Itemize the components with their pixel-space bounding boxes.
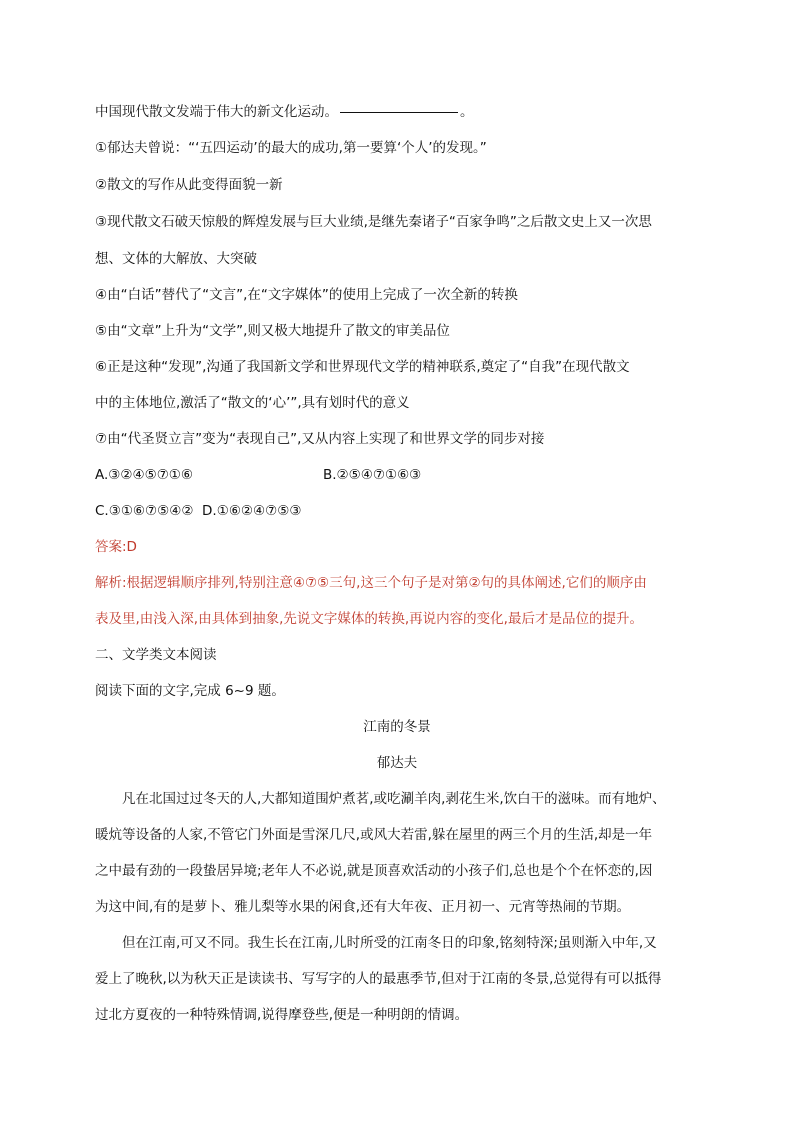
item-6: ⑥正是这种“发现”,沟通了我国新文学和世界现代文学的精神联系,奠定了“自我”在现代散文: [95, 359, 630, 375]
stem-text: 中国现代散文发端于伟大的新文化运动。: [95, 104, 338, 120]
para-1-line-2: 暖炕等设备的人家,不管它门外面是雪深几尺,或风大若雷,躲在屋里的两三个月的生活,却是一年: [95, 827, 653, 843]
stem-end: 。: [460, 104, 474, 120]
item-2: ②散文的写作从此变得面貌一新: [95, 177, 283, 193]
item-7: ⑦由“代圣贤立言”变为“表现自己”,又从内容上实现了和世界文学的同步对接: [95, 431, 545, 447]
para-1-line-1: 凡在北国过过冬天的人,大都知道围炉煮茗,或吃涮羊肉,剥花生米,饮白干的滋味。而有地炉、: [122, 791, 666, 807]
item-1: ①郁达夫曾说：“‘五四运动’的最大的成功,第一要算‘个人’的发现。”: [95, 140, 487, 156]
question-stem: [95, 102, 474, 122]
section-instruction: 阅读下面的文字,完成 6~9 题。: [95, 683, 285, 699]
item-5: ⑤由“文章”上升为“文学”,则又极大地提升了散文的审美品位: [95, 323, 450, 339]
para-2-line-2: 爱上了晚秋,以为秋天正是读读书、写写字的人的最惠季节,但对于江南的冬景,总觉得有可以抵得: [95, 971, 662, 987]
para-1-line-4: 为这中间,有的是萝卜、雅儿梨等水果的闲食,还有大年夜、正月初一、元宵等热闹的节期。: [95, 899, 631, 915]
options-row-1: [95, 465, 193, 485]
option-d[interactable]: D.①⑥②④⑦⑤③: [202, 503, 302, 519]
option-c[interactable]: C.③①⑥⑦⑤④②: [95, 503, 194, 519]
essay-title: 江南的冬景: [363, 719, 431, 735]
answer: 答案:D: [95, 539, 137, 555]
para-1-line-3: 之中最有劲的一段蛰居异境;老年人不必说,就是顶喜欢活动的小孩子们,总也是个个在怀恋的,因: [95, 863, 653, 879]
analysis-line-1: 解析:根据逻辑顺序排列,特别注意④⑦⑤三句,这三个句子是对第②句的具体阐述,它们的顺序由: [95, 575, 647, 591]
essay-author: 郁达夫: [376, 755, 418, 771]
item-3-cont: 想、文体的大解放、大突破: [95, 251, 257, 267]
item-4: ④由“白话”替代了“文言”,在“文字媒体”的使用上完成了一次全新的转换: [95, 287, 518, 303]
section-heading: 二、文学类文本阅读: [95, 647, 217, 663]
answer-blank[interactable]: [340, 111, 458, 113]
item-3: ③现代散文石破天惊般的辉煌发展与巨大业绩,是继先秦诸子“百家争鸣”之后散文史上又一次思: [95, 214, 652, 230]
option-a[interactable]: A.③②④⑤⑦①⑥: [95, 467, 194, 483]
para-2-line-3: 过北方夏夜的一种特殊情调,说得摩登些,便是一种明朗的情调。: [95, 1007, 469, 1023]
para-2-line-1: 但在江南,可又不同。我生长在江南,儿时所受的江南冬日的印象,铭刻特深;虽则渐入中年,又: [122, 935, 657, 951]
analysis-line-2: 表及里,由浅入深,由具体到抽象,先说文字媒体的转换,再说内容的变化,最后才是品位的提升。: [95, 611, 643, 627]
option-b[interactable]: B.②⑤④⑦①⑥③: [323, 467, 422, 483]
options-row-2: [95, 501, 301, 521]
item-6-cont: 中的主体地位,激活了“散文的‘心’”,具有划时代的意义: [95, 395, 410, 411]
